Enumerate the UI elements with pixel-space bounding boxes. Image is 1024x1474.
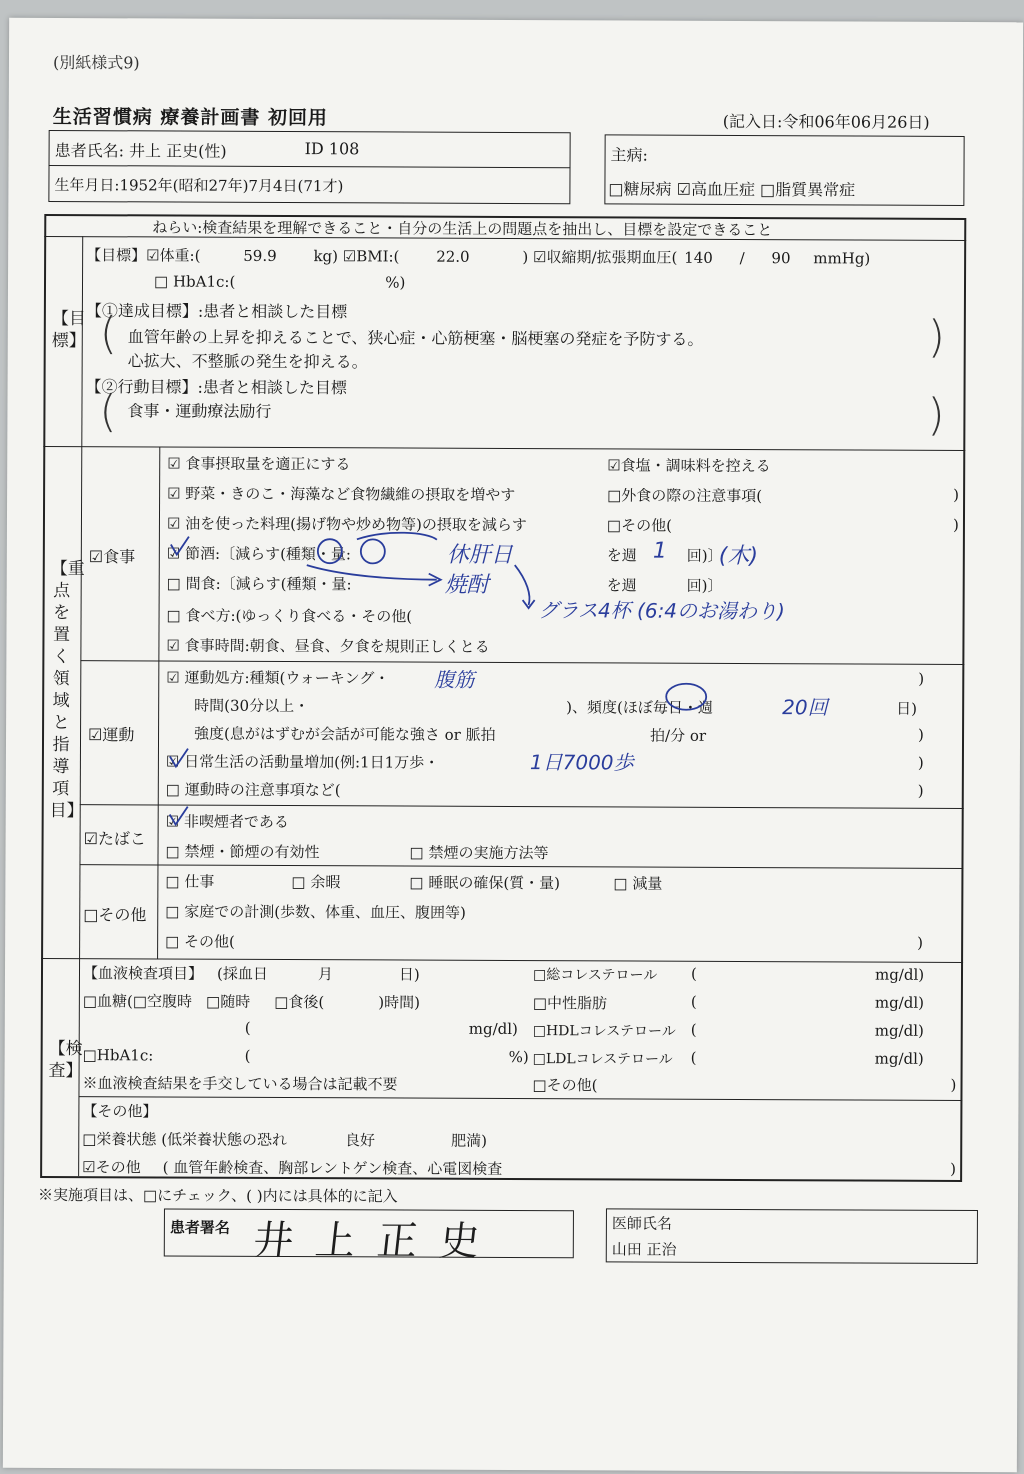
ldl-unit: mg/dl) xyxy=(874,1049,924,1068)
ldl-cholesterol: □LDLコレステロール xyxy=(532,1051,673,1068)
patient-signature: 井上正史 xyxy=(250,1217,504,1265)
doctor-name: 山田 正治 xyxy=(611,1240,677,1259)
action-title: 【②行動目標】:患者と相談した目標 xyxy=(85,377,348,398)
exam-other-item: ☑その他 ( 血管年齢検査、胸部レントゲン検査、心電図検査 xyxy=(82,1158,503,1178)
other-row-1d: □ 減量 xyxy=(613,874,663,893)
hw-exercise-type: 腹筋 xyxy=(434,667,475,692)
diet-row-2-right: □外食の際の注意事項( xyxy=(607,486,763,506)
form-number: (別紙様式9) xyxy=(52,52,140,73)
tobacco-row-1: ☑ 非喫煙者である xyxy=(165,812,289,832)
total-cholesterol-open: ( xyxy=(690,964,697,983)
hdl-cholesterol: □HDLコレステロール xyxy=(532,1023,676,1040)
entry-date: (記入日:令和06年06月26日) xyxy=(722,111,930,132)
diet-row-1-right: ☑食塩・調味料を控える xyxy=(607,456,771,476)
diet-row-7: ☑ 食事時間:朝食、昼食、夕食を規則正しくとる xyxy=(166,636,490,656)
hdl-unit: mg/dl) xyxy=(874,1021,924,1040)
action-1: 食事・運動療法励行 xyxy=(127,401,272,421)
triglyceride-open: ( xyxy=(690,992,697,1011)
hw-alcohol-note: グラス4杯 (6:4のお湯わり) xyxy=(538,598,785,624)
hba1c-exam: □HbA1c: xyxy=(82,1046,154,1065)
birth-date: 生年月日:1952年(昭和27年)7月4日(71才) xyxy=(54,175,344,196)
diet-row-5-right: を週 xyxy=(606,576,637,595)
diet-row-5: □ 間食:〔減らす(種類・量: xyxy=(166,574,352,594)
page-title: 生活習慣病 療養計画書 初回用 xyxy=(52,105,329,130)
focus-side-label: 【重点を置く領域と指導項目】 xyxy=(49,558,85,822)
patient-name: 患者氏名: 井上 正史(性) xyxy=(54,140,227,161)
diet-row-5-end: 回)〕 xyxy=(686,576,723,595)
patient-id: ID 108 xyxy=(304,139,360,159)
blood-note: ※血液検査結果を手交している場合は記載不要 xyxy=(82,1074,398,1094)
diet-row-4-end: 回)〕 xyxy=(686,546,723,565)
disease-label: 主病: xyxy=(610,145,649,165)
goal-line-1: 【目標】☑体重:( 59.9 kg) ☑BMI:( 22.0 ) ☑収縮期/拡張期血圧( 140 / 90 mmHg) xyxy=(86,246,871,268)
exercise-frequency-end: 日) xyxy=(896,699,918,718)
tobacco-row-2b: □ 禁煙の実施方法等 xyxy=(409,843,549,863)
other-row-1c: □ 睡眠の確保(質・量) xyxy=(409,873,561,893)
total-cholesterol: □総コレステロール xyxy=(532,967,658,984)
exercise-row-1: ☑ 運動処方:種類(ウォーキング・ xyxy=(166,668,390,688)
patient-sign-label: 患者署名 xyxy=(169,1218,230,1237)
nutrition-row: □栄養状態 (低栄養状態の恐れ 良好 肥満) xyxy=(82,1130,487,1150)
glucose-value-open: ( xyxy=(244,1018,251,1037)
achieve-1: 血管年齢の上昇を抑えることで、狭心症・心筋梗塞・脳梗塞の発症を予防する。 xyxy=(127,327,704,349)
other-row-1a: □ 仕事 xyxy=(165,872,215,891)
exam-side-label: 【検査】 xyxy=(48,1038,83,1082)
hw-alcohol-freq: 1 xyxy=(652,538,667,564)
glucose-row: □血糖(□空腹時 □随時 □食後( )時間) xyxy=(82,992,421,1012)
diet-row-3: ☑ 油を使った料理(揚げ物や炒め物等)の摂取を減らす xyxy=(166,514,527,535)
tobacco-label: ☑たばこ xyxy=(83,829,146,849)
hba1c-unit: %) xyxy=(508,1047,529,1067)
hw-alcohol-type: 休肝日 xyxy=(446,542,513,568)
footer-note: ※実施項目は、□にチェック、( )内には具体的に記入 xyxy=(37,1185,398,1206)
doctor-label: 医師氏名 xyxy=(611,1214,672,1233)
diet-label: ☑食事 xyxy=(88,547,136,567)
triglyceride: □中性脂肪 xyxy=(532,994,608,1013)
exercise-row-3b: 拍/分 or xyxy=(650,726,707,745)
hw-alcohol-day: (木) xyxy=(718,543,759,570)
exam-other-check: □その他( xyxy=(532,1076,598,1095)
diet-row-3-right: □その他( xyxy=(606,516,673,535)
hba1c-value-open: ( xyxy=(244,1046,251,1065)
hw-exercise-freq: 20回 xyxy=(782,695,828,720)
disease-items: □糖尿病 ☑高血圧症 □脂質異常症 xyxy=(608,179,856,200)
exercise-row-3: 強度(息がはずむが会話が可能な強さ or 脈拍 xyxy=(194,724,496,744)
ldl-open: ( xyxy=(690,1048,697,1067)
exercise-row-2: 時間(30分以上・ xyxy=(194,696,310,716)
blood-title: 【血液検査項目】 (採血日 月 日) xyxy=(82,964,420,984)
exercise-label: ☑運動 xyxy=(87,725,135,745)
glucose-unit: mg/dl) xyxy=(468,1019,518,1039)
hdl-open: ( xyxy=(690,1020,697,1039)
other-row-3: □ その他( xyxy=(165,932,235,951)
exam-other-title: 【その他】 xyxy=(82,1102,158,1121)
other-label: □その他 xyxy=(83,905,147,925)
tobacco-row-2a: □ 禁煙・節煙の有効性 xyxy=(165,842,320,862)
diet-row-2: ☑ 野菜・きのこ・海藻など食物繊維の摂取を増やす xyxy=(167,484,516,505)
other-row-1b: □ 余暇 xyxy=(291,873,341,892)
exercise-row-5: □ 運動時の注意事項など( xyxy=(165,780,341,800)
triglyceride-unit: mg/dl) xyxy=(874,993,925,1012)
exercise-row-4: ☑ 日常生活の活動量増加(例:1日1万歩・ xyxy=(165,752,440,772)
achieve-2: 心拡大、不整脈の発生を抑える。 xyxy=(127,351,368,372)
diet-row-1: ☑ 食事摂取量を適正にする xyxy=(167,454,351,474)
diet-row-6: □ 食べ方:(ゆっくり食べる・その他( xyxy=(166,606,413,626)
form-sheet: (別紙様式9) 生活習慣病 療養計画書 初回用 (記入日:令和06年06月26日) 患者氏名: 井上 正史(性) ID 108 生年月日:1952年(昭和27年)7月4日(71才) 主病: □糖尿病 ☑高血圧症 □脂質異常症 ねらい:検査結果を理解できること・自分の生活上の問題点を抽出し、目標を設定できること 【目標】 【目標】☑体重:( 59.9 kg) ☑BMI:( 22.0 ) ☑収縮期/拡張期血圧( 140 / 90 mmHg) □ HbA1c:( %) 【①達成目標】:患者と相談した目標 ( ) 血管年齢の上昇を抑えることで、狭心症・心筋梗塞・脳梗塞の発症を予防する。 心拡大、不整脈の発生を抑える。 【②行動目標】:患者と相談した目標 ( ) 食事・運動療法励行 【重点を置く領域と指導項目】 ☑食事 ☑ 食事摂取量を適正にする ☑食塩・調味料を控える ☑ 野菜・きのこ・海藻など食物繊維の摂取を増やす □外食の際の注意事項( ) ☑ 油を使った料理(揚げ物や炒め物等)の摂取を減らす □その他( ) ☑ 節酒:〔減らす(種類・量: を週 回)〕 □ 間食:〔減らす(種類・量: を週 回)〕 □ 食べ方:(ゆっくり食べる・その他( ☑ 食事時間:朝食、昼食、夕食を規則正しくとる ☑運動 ☑ 運動処方:種類(ウォーキング・ ) 時間(30分以上・ )、頻度(ほぼ毎日・週 日) 強度(息がはずむが会話が可能な強さ or 脈拍 拍/分 or ) ☑ 日常生活の活動量増加(例:1日1万歩・ ) □ 運動時の注意事項など( ) ☑たばこ ☑ 非喫煙者である □ 禁煙・節煙の有効性 □ 禁煙の実施方法等 □その他 □ 仕事 □ 余暇 □ 睡眠の確保(質・量) □ 減量 □ 家庭での計測(歩数、体重、血圧、腹囲等) □ その他( ) 【検査】 【血液検査項目】 (採血日 月 日) □血糖(□空腹時 □随時 □食後( )時間) ( mg/dl) □HbA1c: ( %) ※血液検査結果を手交している場合は記載不要 □総コレステロール ( mg/dl) □中性脂肪 ( mg/dl) □HDLコレステロール ( mg/dl) □LDLコレステロール ( mg/dl) □その他( ) 【その他】 □栄養状態 (低栄養状態の恐れ 良好 肥満) ☑その他 ( 血管年齢検査、胸部レントゲン検査、心電図検査 ) ※実施項目は、□にチェック、( )内には具体的に記入 患者署名 井上正史 医師氏名 山田 正治 休肝日 焼酎 1 (木) グラス4杯 (6:4のお湯わり) 腹筋 20回 1日7000歩 xyxy=(3,18,1023,1472)
achieve-title: 【①達成目標】:患者と相談した目標 xyxy=(85,301,348,322)
other-row-2: □ 家庭での計測(歩数、体重、血圧、腹囲等) xyxy=(165,902,466,922)
hw-alcohol-kind: 焼酎 xyxy=(444,572,489,598)
handwriting-strokes xyxy=(3,18,1023,1472)
hba1c-goal: □ HbA1c:( %) xyxy=(153,272,406,292)
diet-row-4: ☑ 節酒:〔減らす(種類・量: xyxy=(166,544,352,564)
goal-side-label: 【目標】 xyxy=(51,308,86,352)
hw-steps: 1日7000歩 xyxy=(529,750,634,775)
diet-row-4-right: を週 xyxy=(606,546,637,565)
total-cholesterol-unit: mg/dl) xyxy=(874,965,925,984)
aim-text: ねらい:検査結果を理解できること・自分の生活上の問題点を抽出し、目標を設定できること xyxy=(152,218,773,240)
exercise-frequency: )、頻度(ほぼ毎日・週 xyxy=(566,698,713,717)
